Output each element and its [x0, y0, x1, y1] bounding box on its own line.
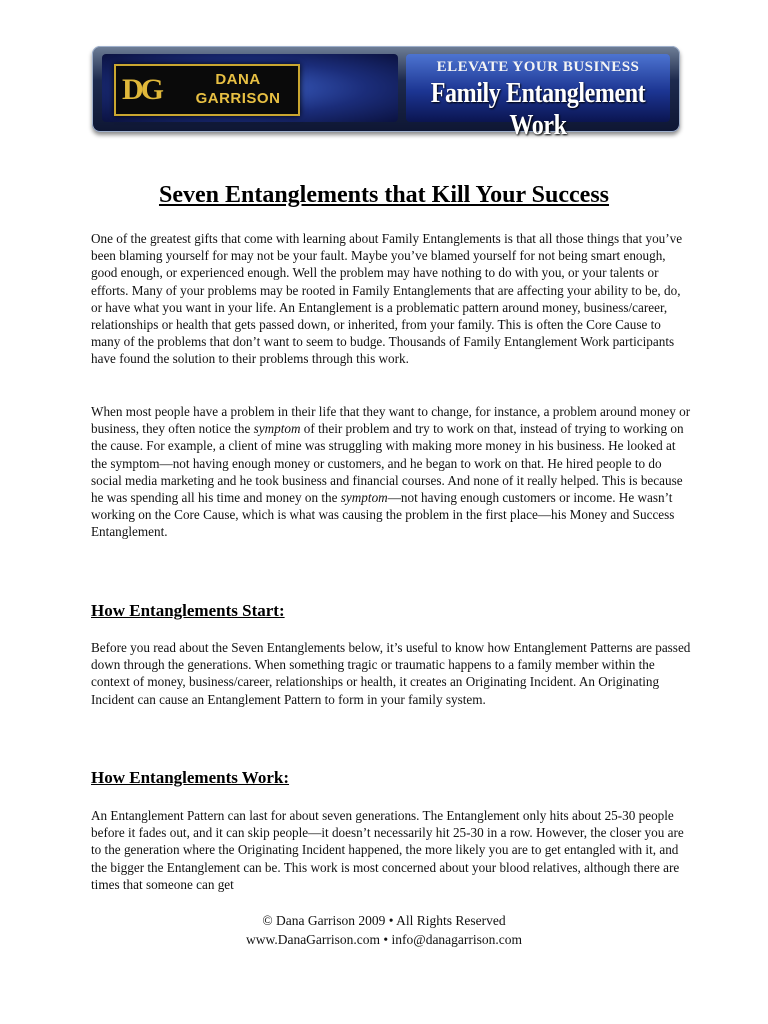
- brand-panel: [102, 54, 398, 122]
- symptom-paragraph-part2: of their problem and try to work on that, instead of trying to working on the cause. For example, a client of mine was struggling with making more money in his business. He looked at the symptom—not having enough money or customers, and he began to work on that. He hired people to do social media marketing and he took business and financial courses. And none of it really helped. This is because he was spending all his time and money on the: [91, 421, 684, 506]
- section-heading-start: How Entanglements Start:: [91, 601, 285, 620]
- symptom-paragraph-part1: When most people have a problem in their life that they want to change, for instance, a problem around money or business, they often notice the: [91, 404, 691, 437]
- document-title: Seven Entanglements that Kill Your Success: [158, 182, 610, 208]
- work-paragraph: An Entanglement Pattern can last for about seven generations. The Entanglement only hits about 25-30 people before it fades out, and it can skip people—it doesn’t necessarily hit 25-30 in a row. However, the closer you are to the generation where the Originating Incident happened, the more likely you are to get entangled with it, and the bigger the Entanglement can be. This work is most concerned about your blood relatives, although there are times that someone can get: [91, 808, 684, 892]
- footer-contact: www.DanaGarrison.com • info@danagarrison.com: [245, 932, 523, 947]
- banner-kicker: ELEVATE YOUR BUSINESS: [436, 59, 640, 75]
- symptom-emphasis-2: symptom: [340, 490, 388, 506]
- logo: [114, 64, 300, 116]
- intro-paragraph: One of the greatest gifts that come with learning about Family Entanglements is that all those things that you’ve been blaming yourself for may not be your fault. Maybe you’ve blamed yourself for not being smart enough, good enough, or experienced enough. Well the problem may have nothing to do with you, or your talents or efforts. Many of your problems may be rooted in Family Entanglements that are affecting your ability to be, do, or have what you want in your life. An Entanglement is a problematic pattern around money, business/career, relationships or health that gets passed down, or inherited, from your family. This is often the Core Cause to many of the problems that don’t want to seem to budge. Thousands of Family Entanglement Work participants have found the solution to their problems through this work.: [91, 231, 683, 367]
- banner-title-panel: [406, 54, 670, 141]
- logo-name-line1: DANA: [215, 71, 261, 88]
- footer-copyright: © Dana Garrison 2009 • All Rights Reserved: [262, 913, 506, 928]
- section-heading-work: How Entanglements Work:: [91, 768, 290, 787]
- symptom-paragraph-part3: —not having enough customers or income. He wasn’t working on the Core Cause, which is what was causing the problem in the first place—his Money and Success Entanglement.: [91, 490, 675, 540]
- logo-mark: DG: [122, 73, 161, 106]
- logo-name-line2: GARRISON: [195, 90, 281, 107]
- symptom-paragraph: [91, 403, 691, 541]
- start-paragraph: Before you read about the Seven Entanglements below, it’s useful to know how Entanglement Patterns are passed down through the generations. When something tragic or traumatic happens to a family member within the context of money, business/career, relationships or health, it creates an Originating Incident. An Originating Incident can cause an Entanglement Pattern to form in your family system.: [91, 640, 691, 707]
- logo-name: [180, 70, 296, 108]
- banner-title: Family Entanglement Work: [430, 78, 646, 141]
- header-banner: [92, 46, 680, 141]
- symptom-emphasis-1: symptom: [253, 421, 301, 437]
